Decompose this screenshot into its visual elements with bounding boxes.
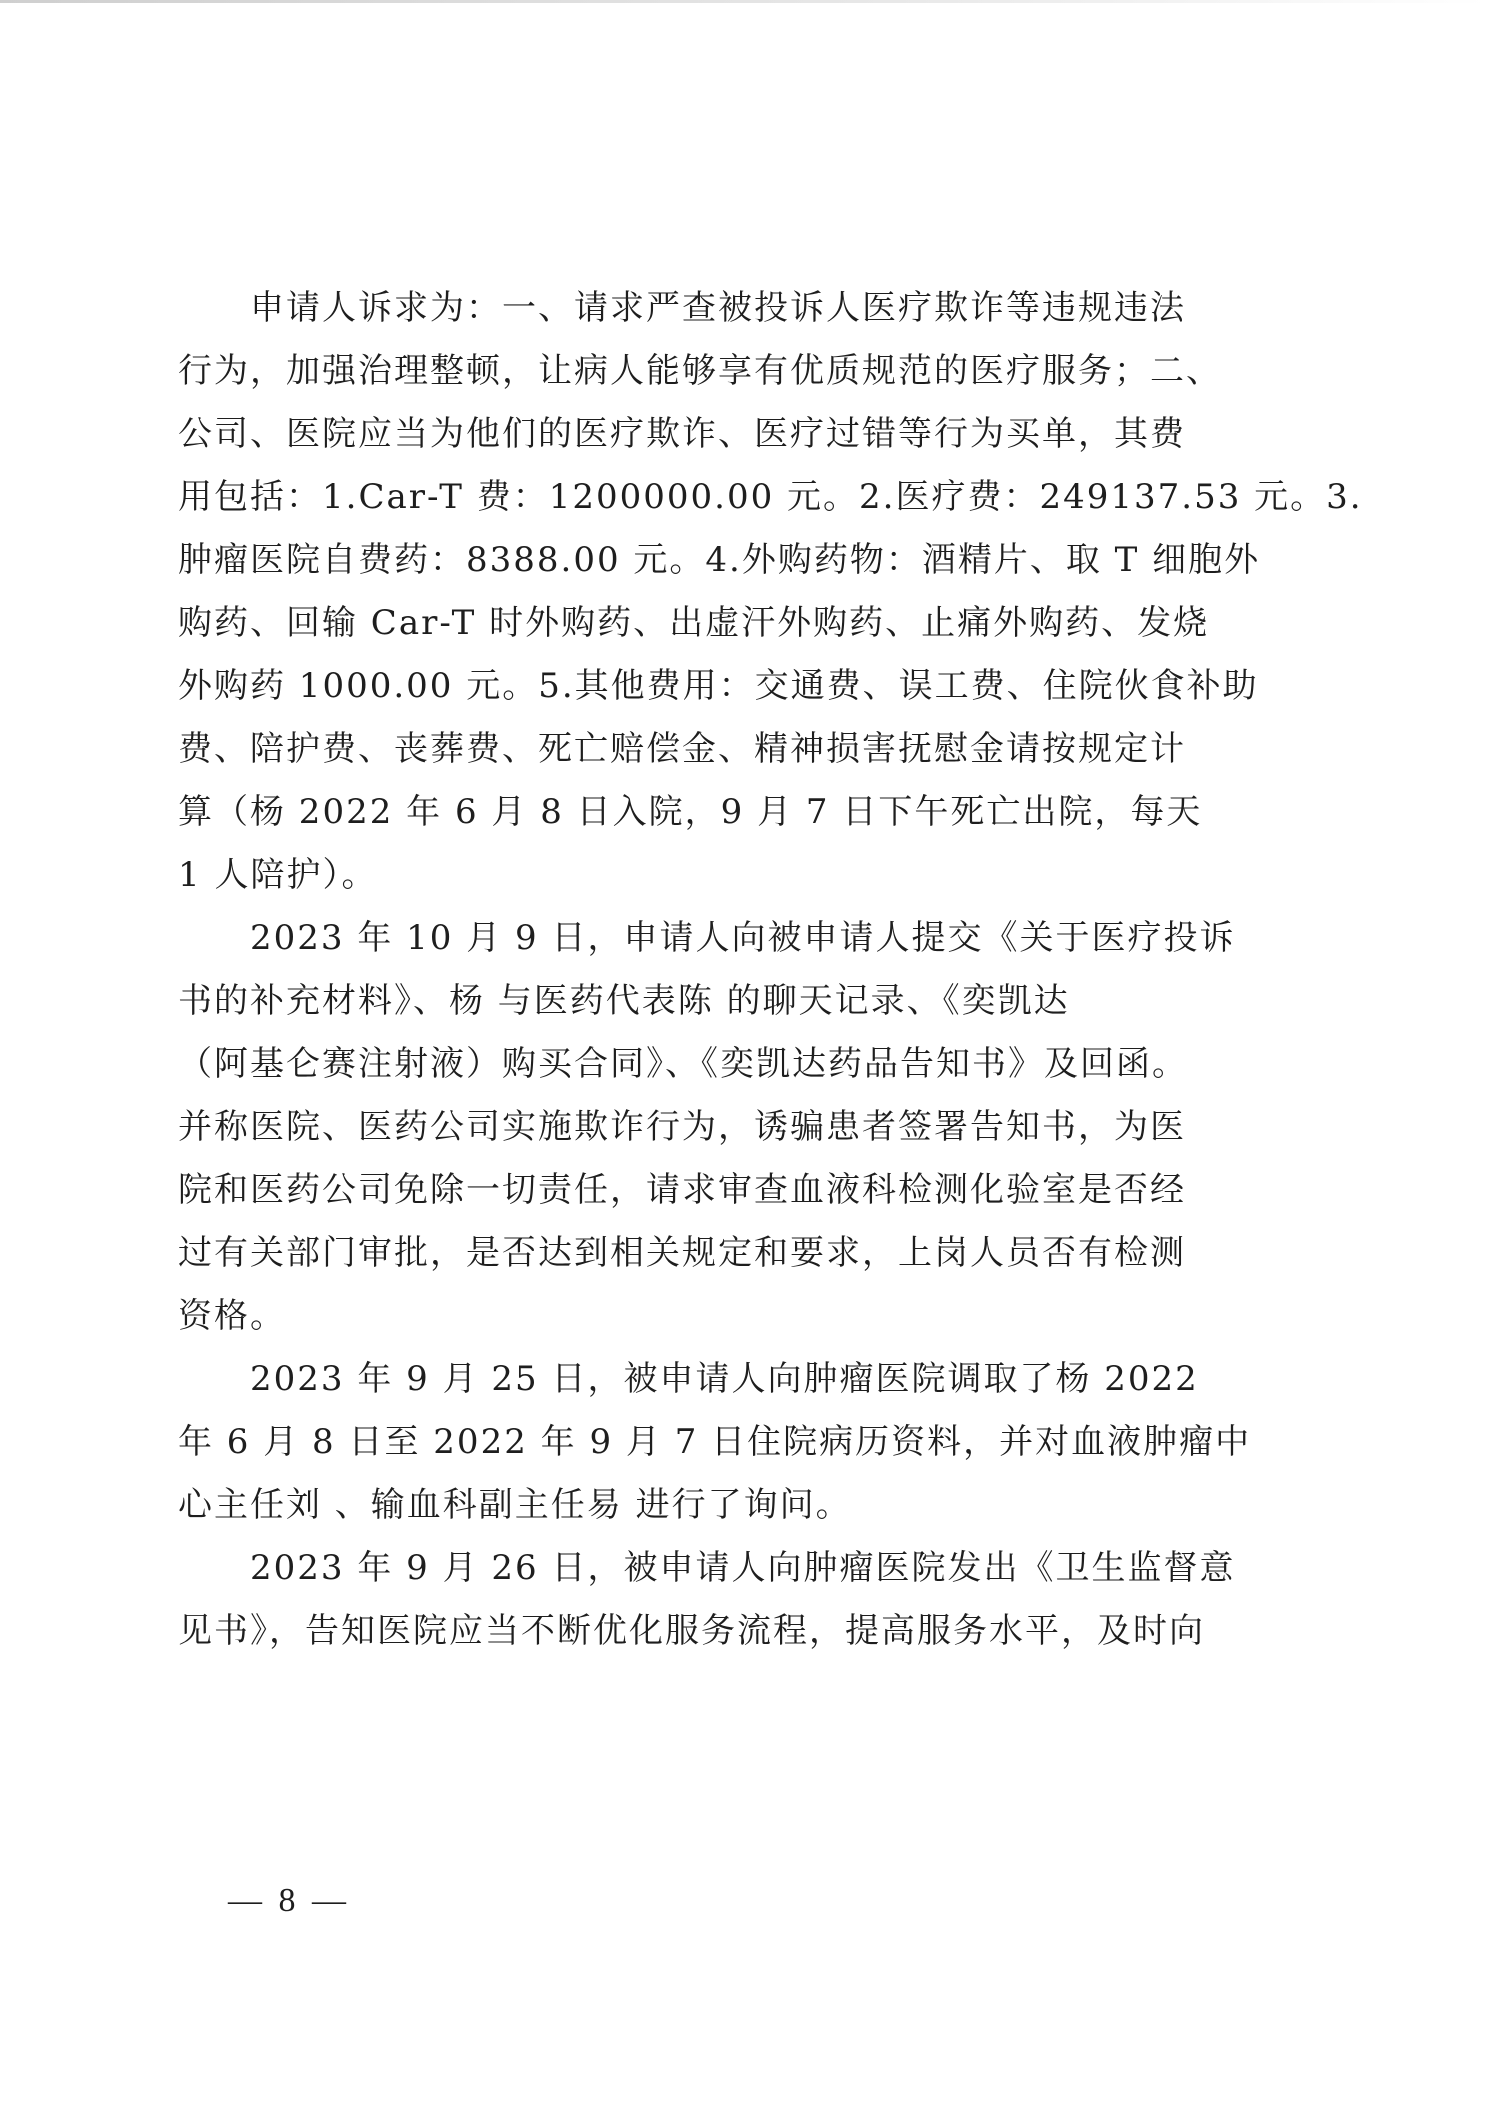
text-line: 心主任刘 、输血科副主任易 进行了询问。 (178, 1485, 852, 1525)
page-number: — 8 — (228, 1882, 350, 1919)
text-line: 2023 年 9 月 26 日，被申请人向肿瘤医院发出《卫生监督意 (250, 1548, 1236, 1588)
text-line: 并称医院、医药公司实施欺诈行为，诱骗患者签署告知书，为医 (178, 1107, 1186, 1147)
text-line: 院和医药公司免除一切责任，请求审查血液科检测化验室是否经 (178, 1170, 1186, 1210)
text-line: 2023 年 9 月 25 日，被申请人向肿瘤医院调取了杨 2022 (250, 1359, 1199, 1399)
text-line: 申请人诉求为：一、请求严查被投诉人医疗欺诈等违规违法 (250, 288, 1186, 328)
text-line: 年 6 月 8 日至 2022 年 9 月 7 日住院病历资料，并对血液肿瘤中 (178, 1422, 1252, 1462)
text-line: 用包括：1.Car-T 费：1200000.00 元。2.医疗费：249137.53 元。3. (178, 477, 1363, 517)
text-line: 外购药 1000.00 元。5.其他费用：交通费、误工费、住院伙食补助 (178, 666, 1259, 706)
text-line: 肿瘤医院自费药：8388.00 元。4.外购药物：酒精片、取 T 细胞外 (178, 540, 1261, 580)
paragraph-records (178, 1348, 1290, 1537)
paragraph-claims (178, 277, 1363, 907)
document-body (178, 277, 1363, 1663)
text-line: 算（杨 2022 年 6 月 8 日入院，9 月 7 日下午死亡出院，每天 (178, 792, 1203, 832)
paragraph-opinion (178, 1537, 1290, 1663)
text-line: 2023 年 10 月 9 日，申请人向被申请人提交《关于医疗投诉 (250, 918, 1236, 958)
text-line: 公司、医院应当为他们的医疗欺诈、医疗过错等行为买单，其费 (178, 414, 1186, 454)
text-line: 1 人陪护）。 (178, 855, 378, 895)
top-edge-rule (0, 0, 1487, 3)
text-line: 过有关部门审批，是否达到相关规定和要求，上岗人员否有检测 (178, 1233, 1186, 1273)
text-line: 购药、回输 Car-T 时外购药、出虚汗外购药、止痛外购药、发烧 (178, 603, 1210, 643)
text-line: 书的补充材料》、杨 与医药代表陈 的聊天记录、《奕凯达 (178, 981, 1070, 1021)
text-line: 见书》，告知医院应当不断优化服务流程，提高服务水平，及时向 (178, 1611, 1205, 1651)
text-line: 费、陪护费、丧葬费、死亡赔偿金、精神损害抚慰金请按规定计 (178, 729, 1186, 769)
paragraph-supplement (178, 907, 1290, 1348)
text-line: 资格。 (178, 1296, 286, 1336)
text-line: 行为，加强治理整顿，让病人能够享有优质规范的医疗服务；二、 (178, 351, 1222, 391)
text-line: （阿基仑赛注射液）购买合同》、《奕凯达药品告知书》及回函。 (178, 1044, 1188, 1084)
